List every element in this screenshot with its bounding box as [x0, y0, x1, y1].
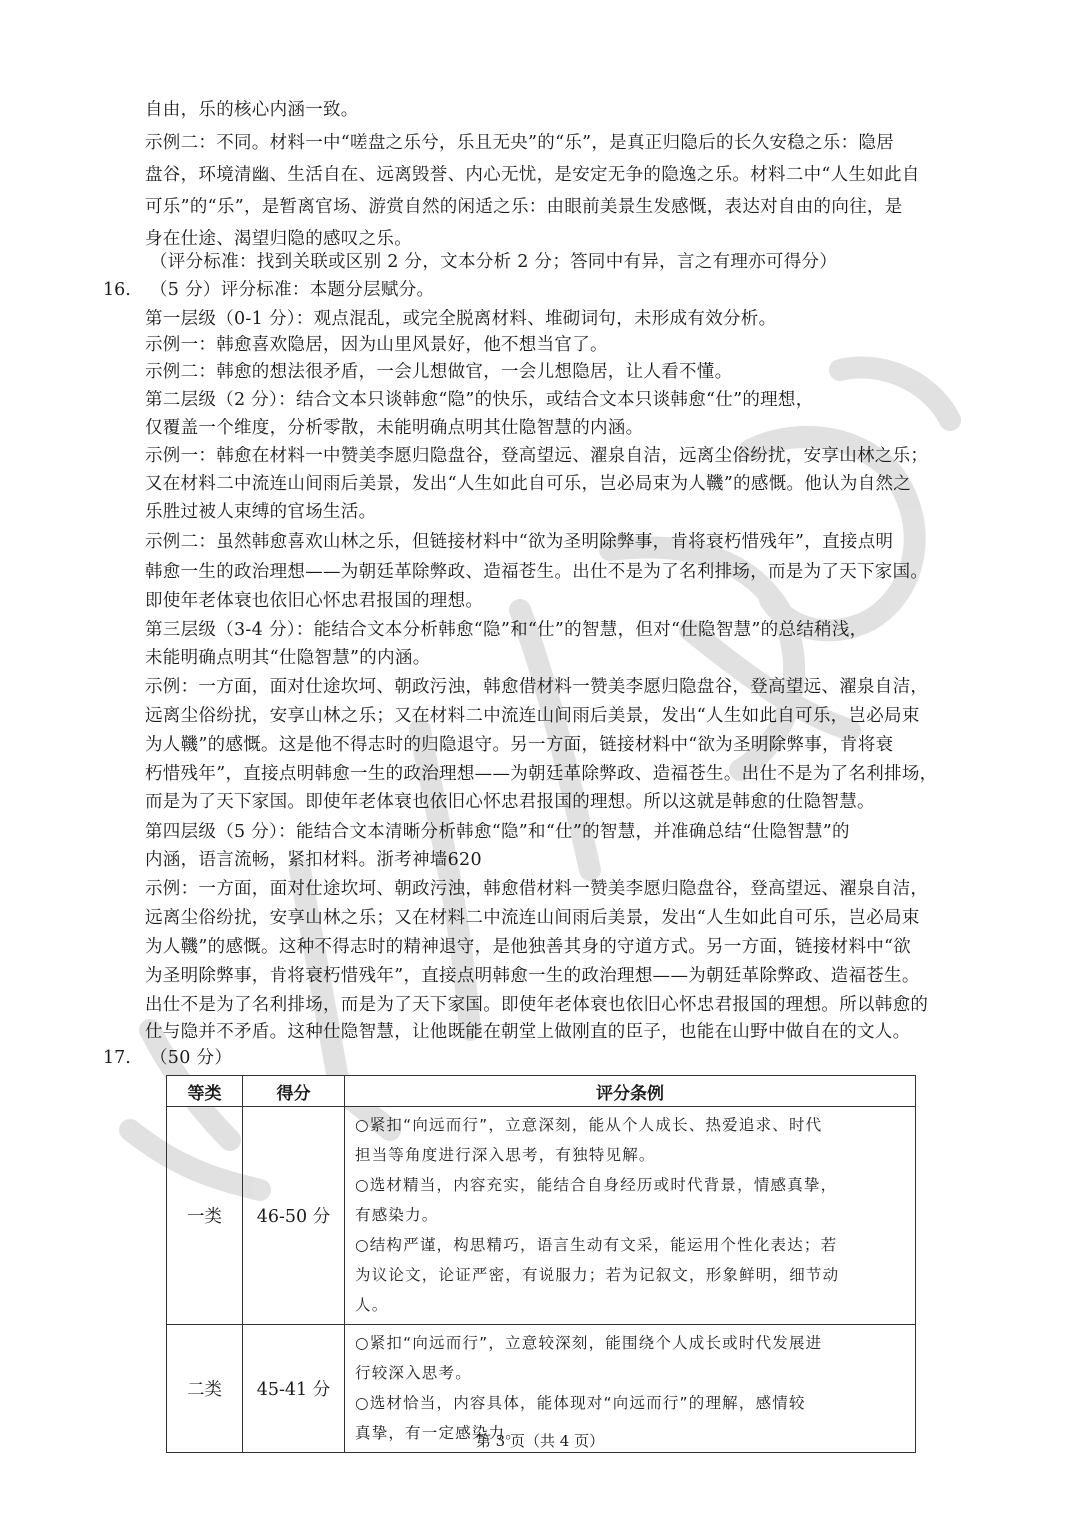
text-line: 示例二：虽然韩愈喜欢山林之乐，但链接材料中“欲为圣明除弊事，肯将衰朽惜残年”，直接点明: [145, 532, 894, 552]
text-line: 身在仕途、渴望归隐的感叹之乐。: [145, 229, 412, 249]
text-line: 远离尘俗纷扰，安享山林之乐；又在材料二中流连山间雨后美景，发出“人生如此自可乐，岂必局束: [145, 908, 920, 928]
row-category: 一类: [167, 1107, 243, 1325]
text-line: 示例二：不同。材料一中“嗟盘之乐兮，乐且无央”的“乐”，是真正归隐后的长久安稳之乐：隐居: [145, 133, 894, 153]
text-line: 示例二：韩愈的想法很矛盾，一会儿想做官，一会儿想隐居，让人看不懂。: [145, 362, 733, 382]
text-line: 第三层级（3-4 分）：能结合文本分析韩愈“隐”和“仕”的智慧，但对“仕隐智慧”的总结稍浅，: [145, 620, 868, 640]
row-score: 46-50 分: [243, 1107, 345, 1325]
text-line: 内涵，语言流畅，紧扣材料。浙考神墙620: [145, 850, 482, 870]
text-line: 而是为了天下家国。即使年老体衰也依旧心怀忠君报国的理想。所以这就是韩愈的仕隐智慧。: [145, 792, 875, 812]
criteria-line: 有感染力。: [355, 1206, 439, 1224]
text-line: 为人鞿”的感慨。这种不得志时的精神退守，是他独善其身的守道方式。另一方面，链接材料中“欲: [145, 937, 912, 957]
criteria-line: 为议论文，论证严密，有说服力；若为记叙文，形象鲜明，细节动: [355, 1266, 840, 1284]
header-criteria: 评分条例: [345, 1076, 916, 1107]
text-line: 为圣明除弊事，肯将衰朽惜残年”，直接点明韩愈一生的政治理想——为朝廷革除弊政、造福苍生。: [145, 966, 920, 986]
criteria-line: ○紧扣“向远而行”，立意深刻，能从个人成长、热爱追求、时代: [355, 1116, 823, 1134]
text-line: 又在材料二中流连山间雨后美景，发出“人生如此自可乐，岂必局束为人鞿”的感慨。他认为自然之: [145, 474, 912, 494]
text-line: 示例：一方面，面对仕途坎坷、朝政污浊，韩愈借材料一赞美李愿归隐盘谷，登高望远、濯泉自洁，: [145, 677, 929, 697]
table-row: [167, 1107, 916, 1325]
table-header-row: [167, 1076, 916, 1107]
text-line: 仅覆盖一个维度，分析零散，未能明确点明其仕隐智慧的内涵。: [145, 418, 644, 438]
q17-title: （50 分）: [150, 1048, 233, 1068]
text-line: 可乐”的“乐”，是暂离官场、游赏自然的闲适之乐：由眼前美景生发感慨，表达对自由的向往，是: [145, 197, 903, 217]
text-line: 示例一：韩愈在材料一中赞美李愿归隐盘谷，登高望远、濯泉自洁，远离尘俗纷扰，安享山林之乐；: [145, 446, 929, 466]
scoring-note: （评分标准：找到关联或区别 2 分，文本分析 2 分；答同中有异，言之有理亦可得分）: [150, 252, 838, 272]
q16-header: （5 分）评分标准：本题分层赋分。: [150, 280, 435, 300]
text-line: 韩愈一生的政治理想——为朝廷革除弊政、造福苍生。出仕不是为了名利排场，而是为了天下家国。: [145, 562, 929, 582]
text-line: 即使年老体衰也依旧心怀忠君报国的理想。: [145, 591, 484, 611]
row-category: 二类: [167, 1325, 243, 1453]
text-line: 第四层级（5 分）：能结合文本清晰分析韩愈“隐”和“仕”的智慧，并准确总结“仕隐智慧”的: [145, 822, 850, 842]
header-score: 得分: [243, 1076, 345, 1107]
criteria-line: 人。: [355, 1296, 389, 1314]
text-line: 仕与隐并不矛盾。这种仕隐智慧，让他既能在朝堂上做刚直的臣子，也能在山野中做自在的文人。: [145, 1022, 911, 1042]
text-line: 乐胜过被人束缚的官场生活。: [145, 502, 377, 522]
text-line: 示例：一方面，面对仕途坎坷、朝政污浊，韩愈借材料一赞美李愿归隐盘谷，登高望远、濯泉自洁，: [145, 879, 929, 899]
grading-table: [166, 1075, 916, 1453]
criteria-line: ○选材精当，内容充实，能结合自身经历或时代背景，情感真挚，: [355, 1176, 838, 1194]
text-line: 朽惜残年”，直接点明韩愈一生的政治理想——为朝廷革除弊政、造福苍生。出仕不是为了名利排场，: [145, 764, 938, 784]
criteria-line: ○选材恰当，内容具体，能体现对“向远而行”的理解，感情较: [355, 1394, 806, 1412]
text-line: 第一层级（0-1 分）：观点混乱，或完全脱离材料、堆砌词句，未形成有效分析。: [145, 309, 777, 329]
header-category: 等类: [167, 1076, 243, 1107]
question-number-17: 17.: [103, 1048, 131, 1068]
criteria-line: 真挚，有一定感染力。: [355, 1424, 523, 1442]
row-criteria: [345, 1107, 916, 1325]
text-line: 出仕不是为了名利排场，而是为了天下家国。即使年老体衰也依旧心怀忠君报国的理想。所以韩愈的: [145, 995, 929, 1015]
row-score: 45-41 分: [243, 1325, 345, 1453]
criteria-line: ○结构严谨，构思精巧，语言生动有文采，能运用个性化表达；若: [355, 1236, 838, 1254]
text-line: 第二层级（2 分）：结合文本只谈韩愈“隐”的快乐，或结合文本只谈韩愈“仕”的理想，: [145, 390, 814, 410]
page-footer: 第 3 页（共 4 页）: [475, 1432, 605, 1450]
text-line: 示例一：韩愈喜欢隐居，因为山里风景好，他不想当官了。: [145, 335, 608, 355]
text-line: 自由，乐的核心内涵一致。: [145, 100, 359, 120]
text-line: 盘谷，环境清幽、生活自在、远离毁誉、内心无忧，是安定无争的隐逸之乐。材料二中“人生如此自: [145, 165, 920, 185]
text-line: 为人鞿”的感慨。这是他不得志时的归隐退守。另一方面，链接材料中“欲为圣明除弊事，肯将衰: [145, 735, 894, 755]
question-number-16: 16.: [103, 280, 131, 300]
text-line: 未能明确点明其“仕隐智慧”的内涵。: [145, 648, 431, 668]
criteria-line: ○紧扣“向远而行”，立意较深刻，能围绕个人成长或时代发展进: [355, 1334, 823, 1352]
criteria-line: 行较深入思考。: [355, 1364, 472, 1382]
text-line: 远离尘俗纷扰，安享山林之乐；又在材料二中流连山间雨后美景，发出“人生如此自可乐，岂必局束: [145, 706, 920, 726]
criteria-line: 担当等角度进行深入思考，有独特见解。: [355, 1146, 656, 1164]
